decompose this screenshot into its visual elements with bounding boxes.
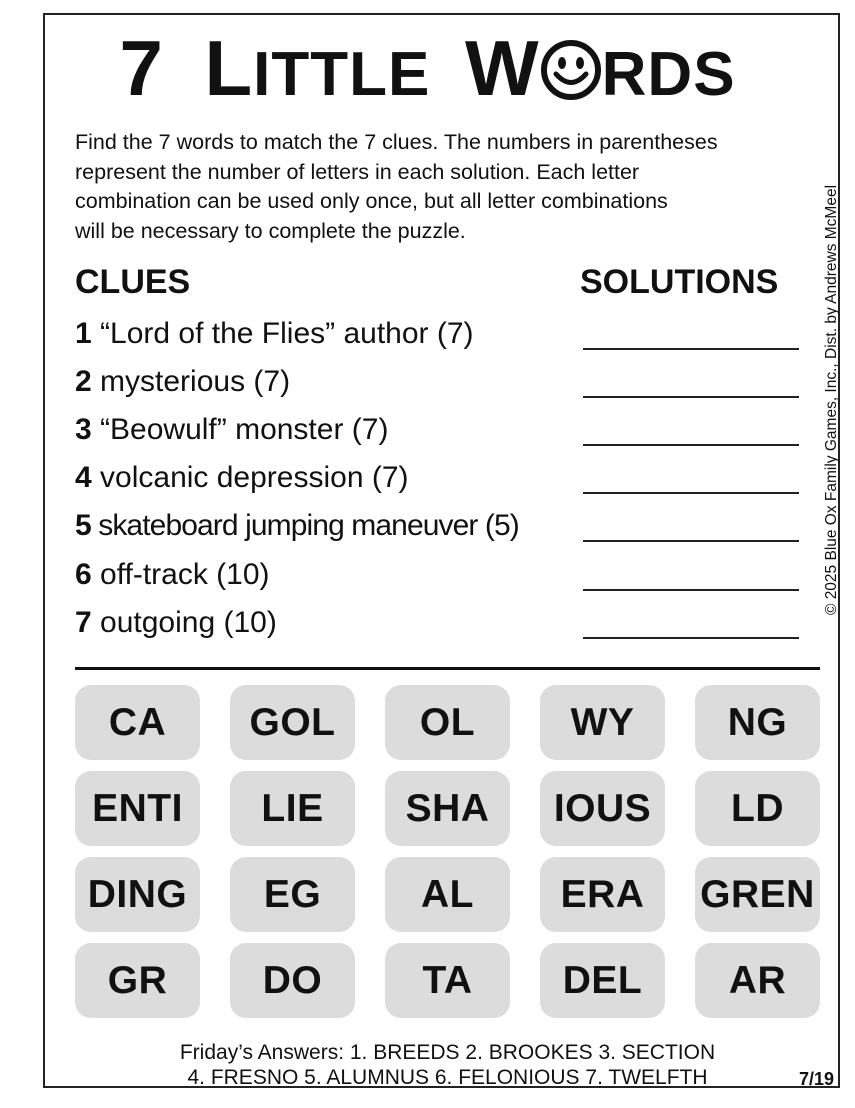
solution-blank-6[interactable] bbox=[583, 589, 799, 591]
clues-heading: CLUES bbox=[75, 263, 191, 301]
letter-tile[interactable]: GOL bbox=[230, 685, 355, 760]
letter-tile[interactable]: AL bbox=[385, 857, 510, 932]
letter-tile[interactable]: DING bbox=[75, 857, 200, 932]
letter-tile[interactable]: CA bbox=[75, 685, 200, 760]
clue-number: 4 bbox=[75, 461, 92, 494]
clue-number: 2 bbox=[75, 365, 92, 398]
letter-tile[interactable]: LD bbox=[695, 771, 820, 846]
solution-blank-2[interactable] bbox=[583, 396, 799, 398]
letter-tile[interactable]: DEL bbox=[540, 943, 665, 1018]
instruction-line: Find the 7 words to match the 7 clues. The numbers in parentheses bbox=[75, 130, 718, 154]
letter-tile[interactable]: GR bbox=[75, 943, 200, 1018]
answers-line: 4. FRESNO 5. ALUMNUS 6. FELONIOUS 7. TWELFTH bbox=[187, 1066, 708, 1089]
letter-tile[interactable]: LIE bbox=[230, 771, 355, 846]
clue-text: volcanic depression (7) bbox=[100, 461, 409, 494]
clue-number: 1 bbox=[75, 317, 92, 350]
solutions-heading: SOLUTIONS bbox=[580, 263, 779, 301]
clue-text: “Beowulf” monster (7) bbox=[100, 413, 389, 446]
previous-answers bbox=[0, 1040, 855, 1090]
title-letters: RDS bbox=[601, 40, 736, 109]
clue-text: “Lord of the Flies” author (7) bbox=[100, 317, 474, 350]
solution-blank-4[interactable] bbox=[583, 492, 799, 494]
clue-7 bbox=[75, 605, 277, 641]
letter-tile[interactable]: EG bbox=[230, 857, 355, 932]
letter-tile[interactable]: AR bbox=[695, 943, 820, 1018]
solution-blank-3[interactable] bbox=[583, 444, 799, 446]
clue-2 bbox=[75, 364, 290, 400]
clue-5 bbox=[75, 508, 519, 544]
clue-1 bbox=[75, 316, 474, 352]
clue-text: skateboard jumping maneuver (5) bbox=[98, 509, 519, 542]
letter-tile[interactable]: ERA bbox=[540, 857, 665, 932]
clue-4 bbox=[75, 460, 409, 496]
solution-blank-7[interactable] bbox=[583, 637, 799, 639]
clue-number: 7 bbox=[75, 606, 92, 639]
clue-number: 6 bbox=[75, 558, 92, 591]
solution-blank-1[interactable] bbox=[583, 348, 799, 350]
letter-tile[interactable]: WY bbox=[540, 685, 665, 760]
letter-tile[interactable]: OL bbox=[385, 685, 510, 760]
letter-tile[interactable]: NG bbox=[695, 685, 820, 760]
instruction-line: combination can be used only once, but all letter combinations bbox=[75, 189, 668, 213]
instruction-line: represent the number of letters in each solution. Each letter bbox=[75, 159, 640, 184]
solution-blank-5[interactable] bbox=[583, 540, 799, 542]
instructions bbox=[75, 128, 825, 246]
letter-tile[interactable]: ENTI bbox=[75, 771, 200, 846]
title-number: 7 bbox=[119, 24, 164, 112]
copyright-notice: © 2025 Blue Ox Family Games, Inc., Dist. by Andrews McMeel bbox=[823, 184, 840, 616]
title-letter: L bbox=[204, 24, 254, 112]
letter-tile[interactable]: GREN bbox=[695, 857, 820, 932]
title-letters: ITTLE bbox=[253, 40, 431, 109]
clue-text: mysterious (7) bbox=[100, 365, 291, 398]
letter-tile[interactable]: SHA bbox=[385, 771, 510, 846]
clue-3 bbox=[75, 412, 388, 448]
letter-tile[interactable]: DO bbox=[230, 943, 355, 1018]
clue-6 bbox=[75, 557, 270, 593]
section-divider bbox=[75, 667, 820, 670]
answers-line: Friday’s Answers: 1. BREEDS 2. BROOKES 3. SECTION bbox=[179, 1041, 716, 1064]
letter-tile[interactable]: IOUS bbox=[540, 771, 665, 846]
letter-tile[interactable]: TA bbox=[385, 943, 510, 1018]
clue-number: 3 bbox=[75, 413, 92, 446]
clue-number: 5 bbox=[75, 509, 91, 542]
title-letter: W bbox=[465, 24, 540, 112]
clue-text: outgoing (10) bbox=[100, 606, 277, 639]
puzzle-title bbox=[0, 20, 855, 123]
smiley-icon bbox=[540, 26, 602, 122]
clue-text: off-track (10) bbox=[100, 558, 270, 591]
instruction-line: will be necessary to complete the puzzle. bbox=[75, 218, 466, 243]
puzzle-date: 7/19 bbox=[799, 1069, 835, 1089]
